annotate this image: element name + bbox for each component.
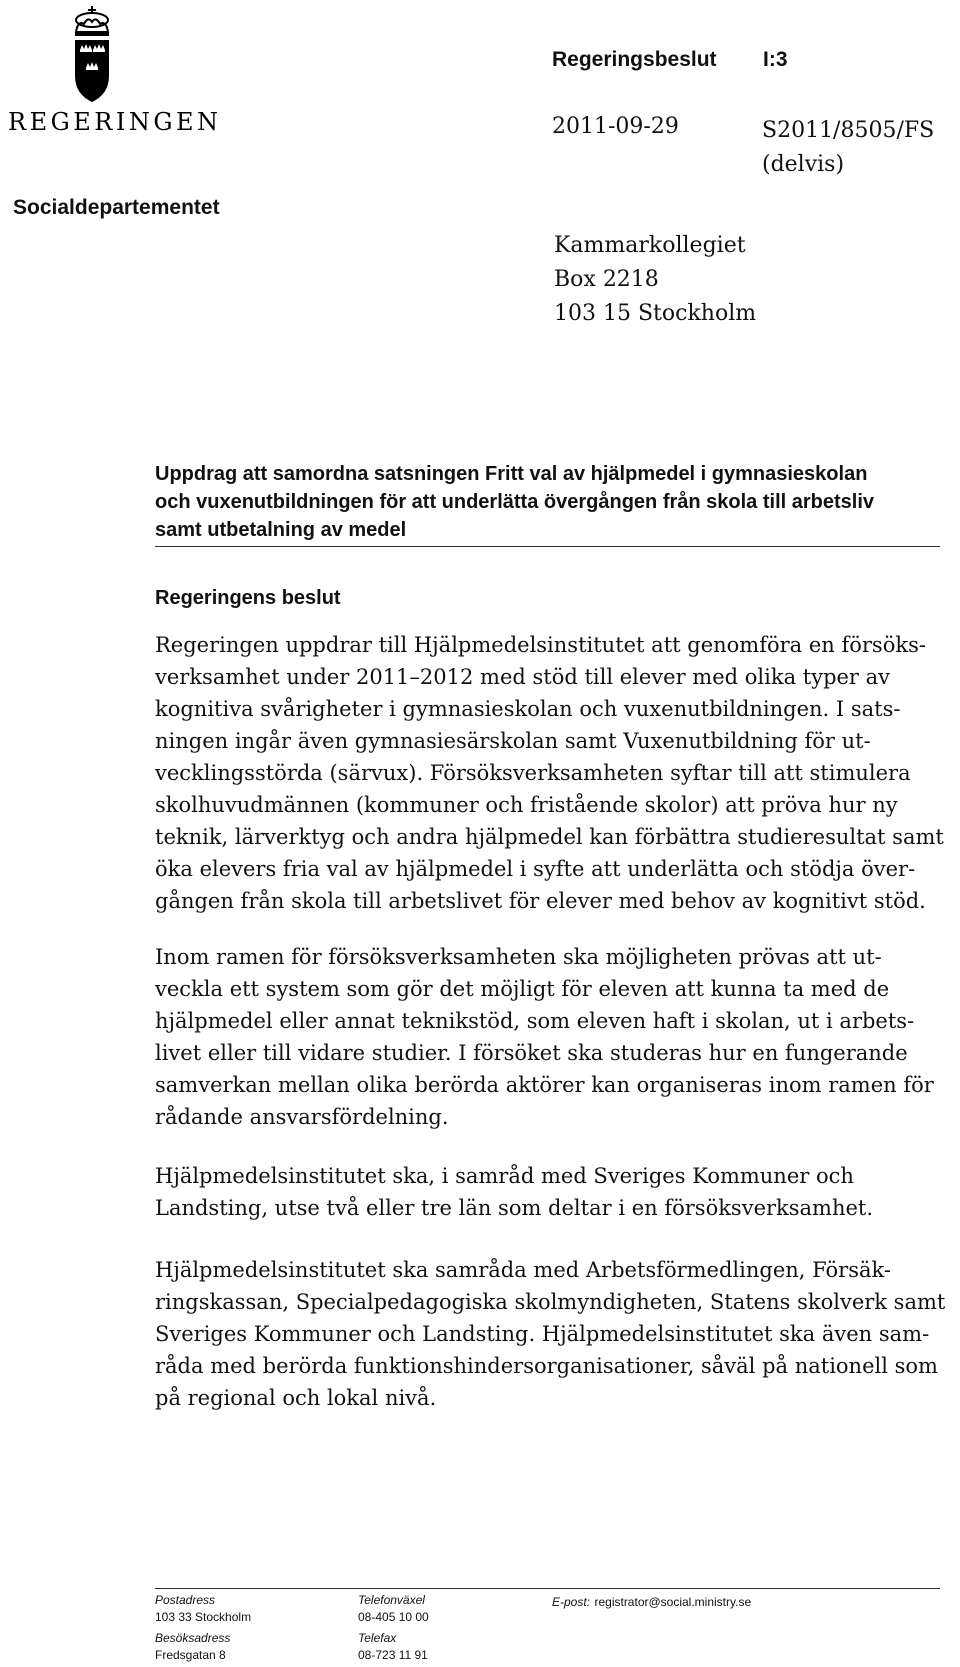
- paragraph-line: ningen ingår även gymnasiesärskolan samt Vuxenutbildning för ut-: [155, 729, 871, 753]
- paragraph-line: Landsting, utse två eller tre län som deltar i en försöksverksamhet.: [155, 1196, 874, 1220]
- section-heading: Regeringens beslut: [155, 587, 341, 609]
- paragraph-line: livet eller till vidare studier. I försöket ska studeras hur en fungerande: [155, 1041, 908, 1065]
- paragraph-line: veckla ett system som gör det möjligt för eleven att kunna ta med de: [155, 977, 890, 1001]
- department-name: Socialdepartementet: [13, 196, 220, 219]
- recipient-city: 103 15 Stockholm: [554, 301, 757, 326]
- body-paragraph: [155, 941, 945, 1133]
- paragraph-line: gången från skola till arbetslivet för elever med behov av kognitivt stöd.: [155, 889, 926, 913]
- recipient-box: Box 2218: [554, 267, 659, 292]
- paragraph-line: Sveriges Kommuner och Landsting. Hjälpmedelsinstitutet ska även sam-: [155, 1322, 930, 1346]
- switchboard-label: Telefonväxel: [358, 1593, 425, 1607]
- postal-address-value: 103 33 Stockholm: [155, 1610, 252, 1624]
- subject-line: och vuxenutbildningen för att underlätta övergången från skola till arbetsliv: [155, 491, 875, 513]
- reference-number: S2011/8505/FS: [762, 118, 935, 143]
- subject-line: Uppdrag att samordna satsningen Fritt val av hjälpmedel i gymnasieskolan: [155, 463, 868, 485]
- paragraph-line: rådande ansvarsfördelning.: [155, 1105, 449, 1129]
- paragraph-line: hjälpmedel eller annat teknikstöd, som eleven haft i skolan, ut i arbets-: [155, 1009, 915, 1033]
- fax-label: Telefax: [358, 1631, 397, 1645]
- reference-note: (delvis): [762, 152, 845, 177]
- paragraph-line: skolhuvudmännen (kommuner och fristående skolor) att pröva hur ny: [155, 793, 898, 817]
- body-paragraph: [155, 1160, 945, 1224]
- document-type: Regeringsbeslut: [552, 48, 717, 71]
- visit-address-label: Besöksadress: [155, 1631, 231, 1645]
- paragraph-line: Inom ramen för försöksverksamheten ska möjligheten prövas att ut-: [155, 945, 882, 969]
- email-label: E-post:: [552, 1595, 591, 1609]
- subject-divider: [155, 546, 940, 547]
- paragraph-line: Hjälpmedelsinstitutet ska samråda med Arbetsförmedlingen, Försäk-: [155, 1258, 891, 1282]
- document-reference: [762, 114, 934, 182]
- paragraph-line: samverkan mellan olika berörda aktörer kan organiseras inom ramen för: [155, 1073, 934, 1097]
- paragraph-line: öka elevers fria val av hjälpmedel i syfte att underlätta och stödja över-: [155, 857, 916, 881]
- three-crowns-shield-icon: [75, 40, 109, 102]
- document-number: I:3: [763, 48, 788, 71]
- paragraph-line: på regional och lokal nivå.: [155, 1386, 437, 1410]
- fax-value: 08-723 11 91: [358, 1648, 428, 1662]
- email-block: [552, 1593, 751, 1611]
- switchboard-value: 08-405 10 00: [358, 1610, 429, 1624]
- logo-wordmark: REGERINGEN: [8, 108, 222, 136]
- crown-icon: [75, 6, 109, 36]
- recipient-address: [554, 229, 756, 331]
- paragraph-line: teknik, lärverktyg och andra hjälpmedel kan förbättra studieresultat samt: [155, 825, 944, 849]
- footer-divider: [155, 1588, 940, 1589]
- paragraph-line: Regeringen uppdrar till Hjälpmedelsinstitutet att genomföra en försöks-: [155, 633, 926, 657]
- visit-address-value: Fredsgatan 8: [155, 1648, 226, 1662]
- document-date: 2011-09-29: [552, 114, 679, 139]
- email-address-link[interactable]: registrator@social.ministry.se: [594, 1595, 752, 1609]
- paragraph-line: verksamhet under 2011–2012 med stöd till elever med olika typer av: [155, 665, 891, 689]
- subject-line: samt utbetalning av medel: [155, 519, 407, 541]
- paragraph-line: Hjälpmedelsinstitutet ska, i samråd med Sveriges Kommuner och: [155, 1164, 854, 1188]
- paragraph-line: ringskassan, Specialpedagogiska skolmyndigheten, Statens skolverk samt: [155, 1290, 946, 1314]
- body-paragraph: [155, 629, 945, 917]
- postal-address-label: Postadress: [155, 1593, 216, 1607]
- subject-heading: [155, 460, 945, 544]
- body-paragraph: [155, 1254, 945, 1414]
- paragraph-line: kognitiva svårigheter i gymnasieskolan och vuxenutbildningen. I sats-: [155, 697, 901, 721]
- recipient-name: Kammarkollegiet: [554, 233, 746, 258]
- paragraph-line: råda med berörda funktionshindersorganisationer, såväl på nationell som: [155, 1354, 938, 1378]
- paragraph-line: vecklingsstörda (särvux). Försöksverksamheten syftar till att stimulera: [155, 761, 911, 785]
